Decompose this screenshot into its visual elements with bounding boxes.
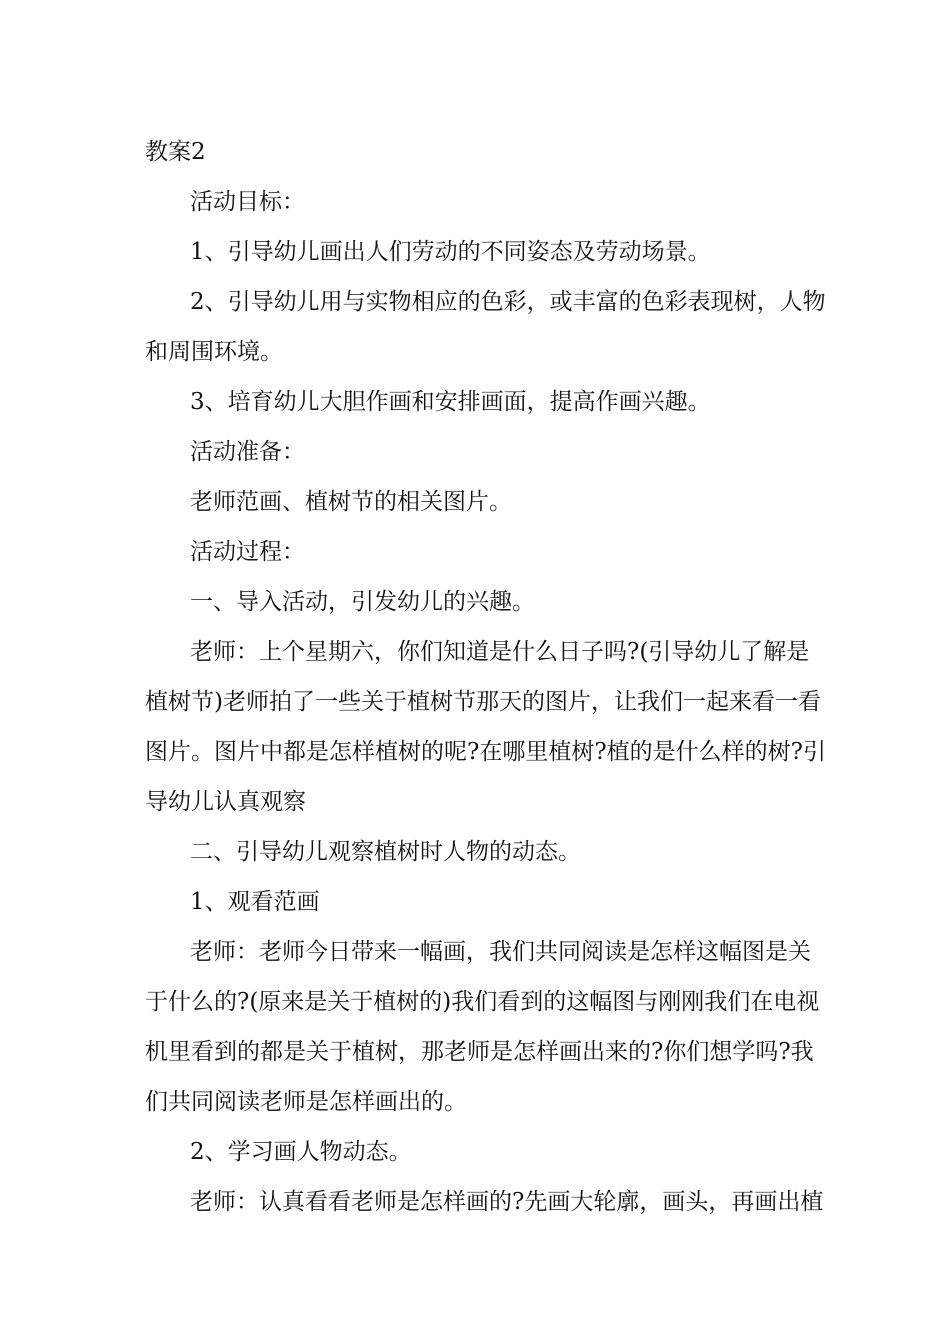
- doc-title: 教案2: [145, 139, 206, 165]
- section-heading: 活动目标：: [190, 189, 305, 215]
- section-heading: 活动准备：: [190, 439, 305, 465]
- paragraph-line: 3、培育幼儿大胆作画和安排画面，提高作画兴趣。: [190, 389, 711, 415]
- section-heading: 活动过程：: [190, 539, 305, 565]
- paragraph-line: 老师：上个星期六，你们知道是什么日子吗?(引导幼儿了解是: [190, 639, 810, 665]
- paragraph-line: 和周围环境。: [145, 339, 283, 365]
- paragraph-line: 于什么的?(原来是关于植树的)我们看到的这幅图与刚刚我们在电视: [145, 989, 820, 1015]
- paragraph-line: 图片。图片中都是怎样植树的呢?在哪里植树?植的是什么样的树?引: [145, 739, 826, 765]
- paragraph-line: 1、引导幼儿画出人们劳动的不同姿态及劳动场景。: [190, 239, 711, 265]
- paragraph-line: 导幼儿认真观察: [145, 789, 306, 815]
- paragraph-line: 老师：认真看看老师是怎样画的?先画大轮廓，画头，再画出植: [190, 1189, 824, 1215]
- paragraph-line: 二、引导幼儿观察植树时人物的动态。: [190, 839, 581, 865]
- paragraph-line: 老师范画、植树节的相关图片。: [190, 489, 512, 515]
- paragraph-line: 老师：老师今日带来一幅画，我们共同阅读是怎样这幅图是关: [190, 939, 811, 965]
- paragraph-line: 们共同阅读老师是怎样画出的。: [145, 1089, 467, 1115]
- paragraph-line: 机里看到的都是关于植树，那老师是怎样画出来的?你们想学吗?我: [145, 1039, 814, 1065]
- paragraph-line: 植树节)老师拍了一些关于植树节那天的图片，让我们一起来看一看: [145, 689, 821, 715]
- paragraph-line: 一、导入活动，引发幼儿的兴趣。: [190, 589, 535, 615]
- paragraph-line: 2、引导幼儿用与实物相应的色彩，或丰富的色彩表现树，人物: [190, 289, 826, 315]
- paragraph-line: 1、观看范画: [190, 889, 320, 915]
- paragraph-line: 2、学习画人物动态。: [190, 1139, 412, 1165]
